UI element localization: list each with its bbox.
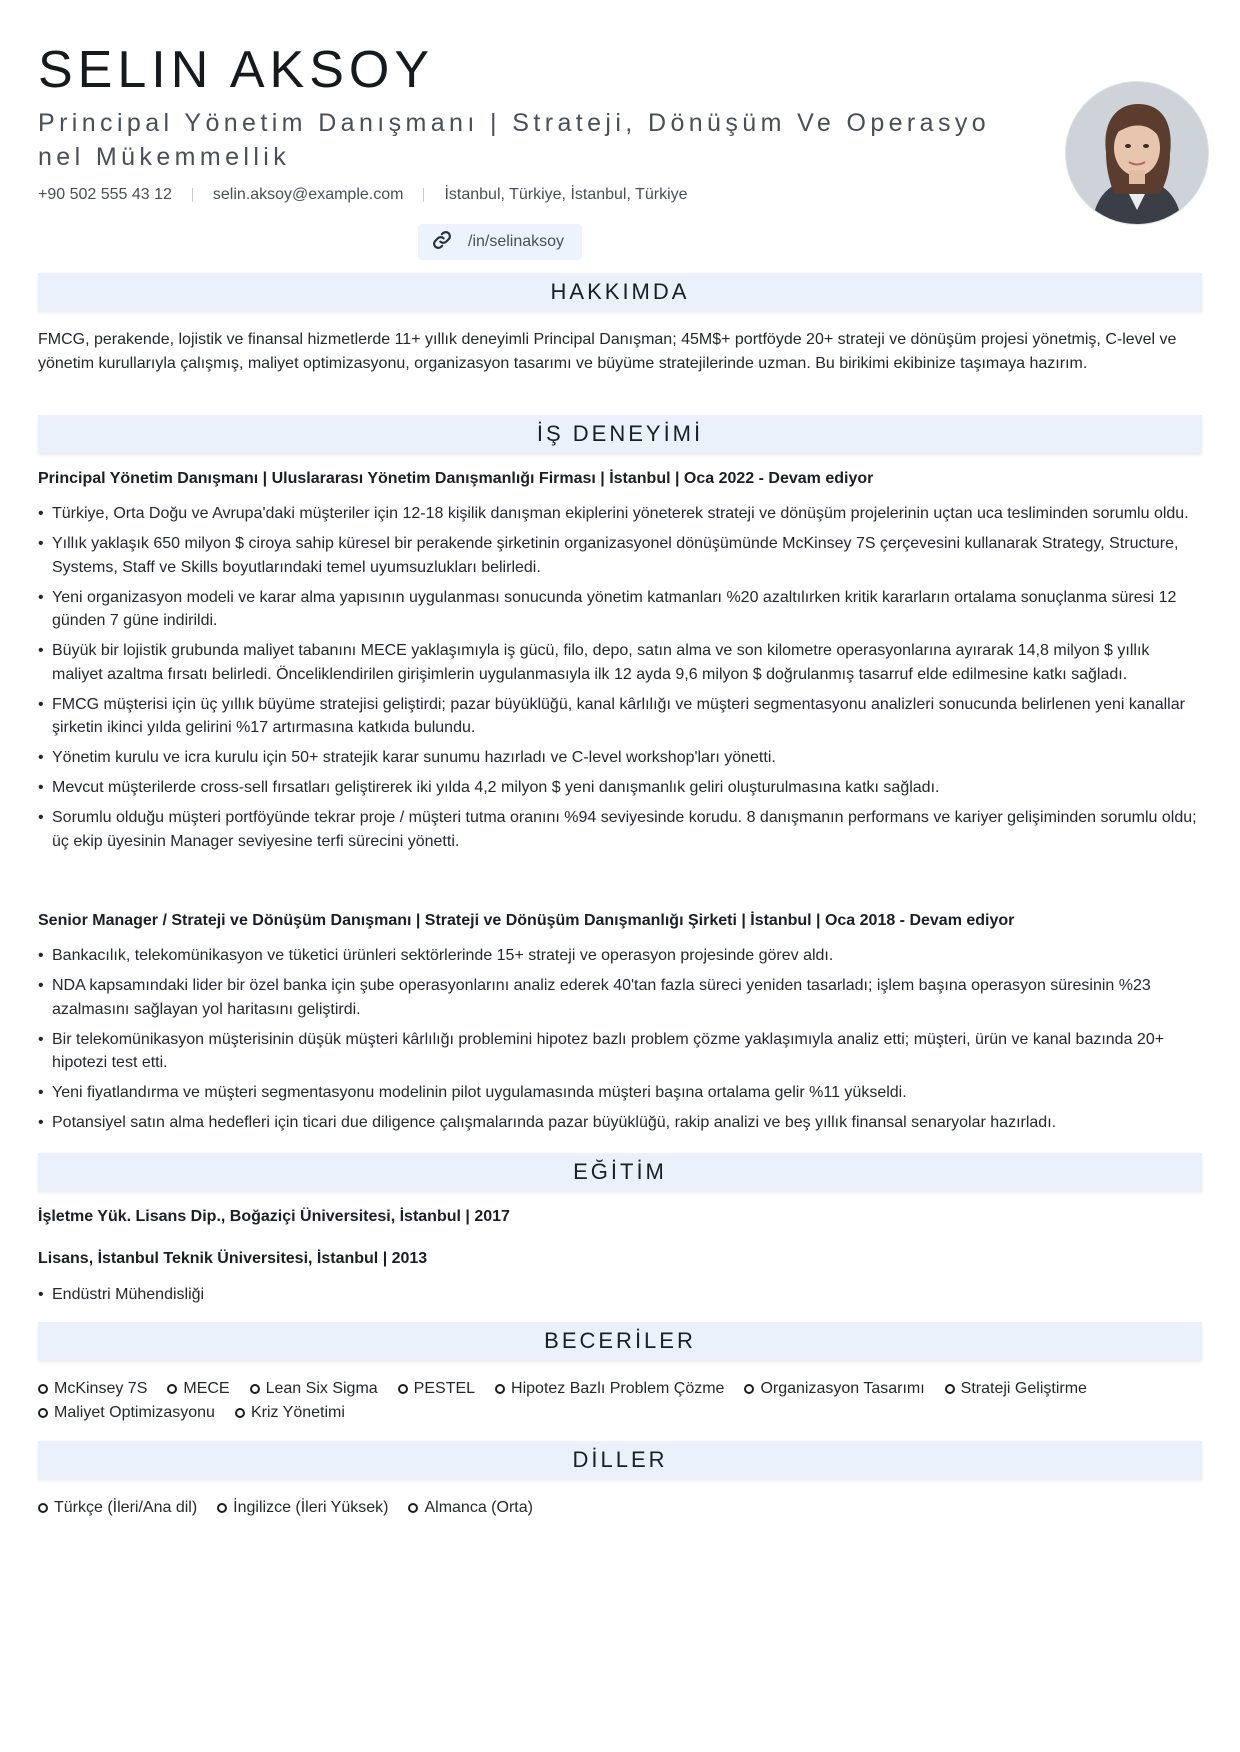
skill-item xyxy=(235,1402,345,1424)
section-title: DİLLER xyxy=(572,1447,668,1472)
language-label: İngilizce (İleri Yüksek) xyxy=(233,1499,389,1516)
bullet-ring-icon xyxy=(38,1503,48,1513)
bullet-ring-icon xyxy=(408,1503,418,1513)
skill-item xyxy=(250,1378,378,1400)
list-item: • Endüstri Mühendisliği xyxy=(38,1283,1202,1307)
bullet-ring-icon xyxy=(38,1384,48,1394)
skill-item xyxy=(38,1378,147,1400)
list-item: • Türkiye, Orta Doğu ve Avrupa'daki müşteriler için 12-18 kişilik danışman ekiplerini yöneterek strateji ve dönüşüm projelerinin uçtan uca tesliminden sorumlu oldu. xyxy=(38,502,1202,526)
candidate-headline: Principal Yönetim Danışmanı | Strateji, Dönüşüm Ve Operasyonel Mükemmellik xyxy=(38,109,991,171)
skill-label: McKinsey 7S xyxy=(54,1380,148,1397)
list-item: • Yıllık yaklaşık 650 milyon $ ciroya sahip küresel bir perakende şirketinin organizasyonel dönüşümünde McKinsey 7S çerçevesini kullanarak Strategy, Structure, Systems, Staff ve Skills boyutlarındaki temel uyumsuzlukları belirledi. xyxy=(38,532,1202,579)
section-languages-header xyxy=(38,1441,1202,1479)
section-skills-header xyxy=(38,1322,1202,1360)
list-item: • FMCG müşterisi için üç yıllık büyüme stratejisi geliştirdi; pazar büyüklüğü, kanal kârlılığı ve müşteri segmentasyonu analizleri sonucunda belirlenen yeni kanallar şirketin ikinci yılda gelirini %17 artırmasına katkıda bulundu. xyxy=(38,693,1202,740)
section-experience-header xyxy=(38,415,1202,453)
section-about-header xyxy=(38,273,1202,311)
languages-list xyxy=(38,1497,1202,1519)
job-bullets xyxy=(38,944,1202,1141)
skill-label: Lean Six Sigma xyxy=(265,1380,378,1397)
section-title: EĞİTİM xyxy=(573,1159,667,1184)
job-title: Senior Manager / Strateji ve Dönüşüm Danışmanı | Strateji ve Dönüşüm Danışmanlığı Şirketi | İstanbul | Oca 2018 - Devam ediyor xyxy=(38,912,1015,929)
bullet-ring-icon xyxy=(38,1408,48,1418)
list-item: • Yeni fiyatlandırma ve müşteri segmentasyonu modelinin pilot uygulamasında müşteri başına ortalama gelir %11 yükseldi. xyxy=(38,1081,1202,1105)
list-item: • Yönetim kurulu ve icra kurulu için 50+ stratejik karar sunumu hazırladı ve C-level workshop'ları yönetti. xyxy=(38,746,1202,770)
contact-divider xyxy=(423,188,424,202)
bullet-ring-icon xyxy=(235,1408,245,1418)
skill-label: PESTEL xyxy=(413,1380,476,1397)
bullet-ring-icon xyxy=(744,1384,754,1394)
skills-list xyxy=(38,1378,1202,1424)
bullet-ring-icon xyxy=(495,1384,505,1394)
bullet-ring-icon xyxy=(398,1384,408,1394)
language-item xyxy=(408,1497,532,1519)
bullet-ring-icon xyxy=(167,1384,177,1394)
list-item: • Sorumlu olduğu müşteri portföyünde tekrar proje / müşteri tutma oranını %94 seviyesinde korudu. 8 danışmanın performans ve kariyer gelişiminden sorumlu oldu; üç ekip üyesinin Manager seviyesine terfi sürecini yönetti. xyxy=(38,806,1202,853)
skill-item xyxy=(398,1378,475,1400)
phone-number: +90 502 555 43 12 xyxy=(38,186,172,203)
skill-item xyxy=(167,1378,229,1400)
skill-item xyxy=(495,1378,724,1400)
education-degree: İşletme Yük. Lisans Dip., Boğaziçi Üniversitesi, İstanbul | 2017 xyxy=(38,1208,510,1225)
linkedin-link[interactable] xyxy=(418,224,582,260)
skill-label: Organizasyon Tasarımı xyxy=(760,1380,925,1397)
education-degree: Lisans, İstanbul Teknik Üniversitesi, İstanbul | 2013 xyxy=(38,1250,428,1267)
avatar xyxy=(1065,81,1209,225)
section-education-header xyxy=(38,1153,1202,1191)
skill-item xyxy=(945,1378,1087,1400)
job-title: Principal Yönetim Danışmanı | Uluslararası Yönetim Danışmanlığı Firması | İstanbul | Oca 2022 - Devam ediyor xyxy=(38,470,874,487)
skill-item xyxy=(38,1402,215,1424)
language-label: Türkçe (İleri/Ana dil) xyxy=(54,1499,198,1516)
bullet-ring-icon xyxy=(945,1384,955,1394)
list-item: • Potansiyel satın alma hedefleri için ticari due diligence çalışmalarında pazar büyüklüğü, rakip analizi ve beş yıllık finansal senaryolar hazırladı. xyxy=(38,1111,1202,1135)
education-bullets xyxy=(38,1283,1202,1313)
section-title: İŞ DENEYİMİ xyxy=(536,421,704,446)
location: İstanbul, Türkiye, İstanbul, Türkiye xyxy=(444,186,688,203)
section-title: BECERİLER xyxy=(544,1328,696,1353)
list-item: • Bankacılık, telekomünikasyon ve tüketici ürünleri sektörlerinde 15+ strateji ve operasyon projesinde görev aldı. xyxy=(38,944,1202,968)
list-item: • NDA kapsamındaki lider bir özel banka için şube operasyonlarını analiz ederek 40'tan fazla süreci yeniden tasarladı; işlem başına operasyon süresinin %23 azalmasını sağlayan yol haritasını geliştirdi. xyxy=(38,974,1202,1021)
list-item: • Yeni organizasyon modeli ve karar alma yapısının uygulanması sonucunda yönetim katmanları %20 azaltılırken kritik kararların ortalama sonuçlanma süresi 12 günden 7 güne indirildi. xyxy=(38,586,1202,633)
contact-row xyxy=(38,186,688,204)
language-label: Almanca (Orta) xyxy=(424,1499,533,1516)
skill-label: MECE xyxy=(183,1380,230,1397)
job-bullets xyxy=(38,502,1202,860)
bullet-ring-icon xyxy=(217,1503,227,1513)
language-item xyxy=(38,1497,197,1519)
email-address[interactable]: selin.aksoy@example.com xyxy=(212,186,404,203)
about-text: FMCG, perakende, lojistik ve finansal hizmetlerde 11+ yıllık deneyimli Principal Danışman; 45M$+ portföyde 20+ strateji ve dönüşüm projesi yönetmiş, C-level ve yönetim kurullarıyla çalışmış, maliyet optimizasyonu, organizasyon tasarımı ve büyüme stratejilerinde uzman. Bu birikimi ekibinize taşımaya hazırım. xyxy=(38,331,1177,372)
skill-label: Maliyet Optimizasyonu xyxy=(54,1404,215,1421)
bullet-ring-icon xyxy=(250,1384,260,1394)
list-item: • Büyük bir lojistik grubunda maliyet tabanını MECE yaklaşımıyla iş gücü, filo, depo, satın alma ve son kilometre operasyonlarına ayırarak 14,8 milyon $ yıllık maliyet azaltma fırsatı belirledi. Önceliklendirilen girişimlerin uygulanmasıyla ilk 12 ayda 9,6 milyon $ doğrulanmış tasarruf elde edilmesine katkı sağladı. xyxy=(38,639,1202,686)
contact-divider xyxy=(192,188,193,202)
linkedin-handle: /in/selinaksoy xyxy=(468,233,565,250)
skill-label: Strateji Geliştirme xyxy=(960,1380,1087,1397)
list-item: • Mevcut müşterilerde cross-sell fırsatları geliştirerek iki yılda 4,2 milyon $ yeni danışmanlık geliri oluşturulmasına katkı sağladı. xyxy=(38,776,1202,800)
skill-item xyxy=(744,1378,924,1400)
skill-label: Kriz Yönetimi xyxy=(250,1404,345,1421)
language-item xyxy=(217,1497,388,1519)
list-item: • Bir telekomünikasyon müşterisinin düşük müşteri kârlılığı problemini hipotez bazlı problem çözme yaklaşımıyla analiz etti; müşteri, ürün ve kanal bazında 20+ hipotezi test etti. xyxy=(38,1028,1202,1075)
link-icon xyxy=(432,230,452,255)
candidate-name: SELIN AKSOY xyxy=(38,41,435,99)
skill-label: Hipotez Bazlı Problem Çözme xyxy=(511,1380,725,1397)
section-title: HAKKIMDA xyxy=(550,279,690,304)
